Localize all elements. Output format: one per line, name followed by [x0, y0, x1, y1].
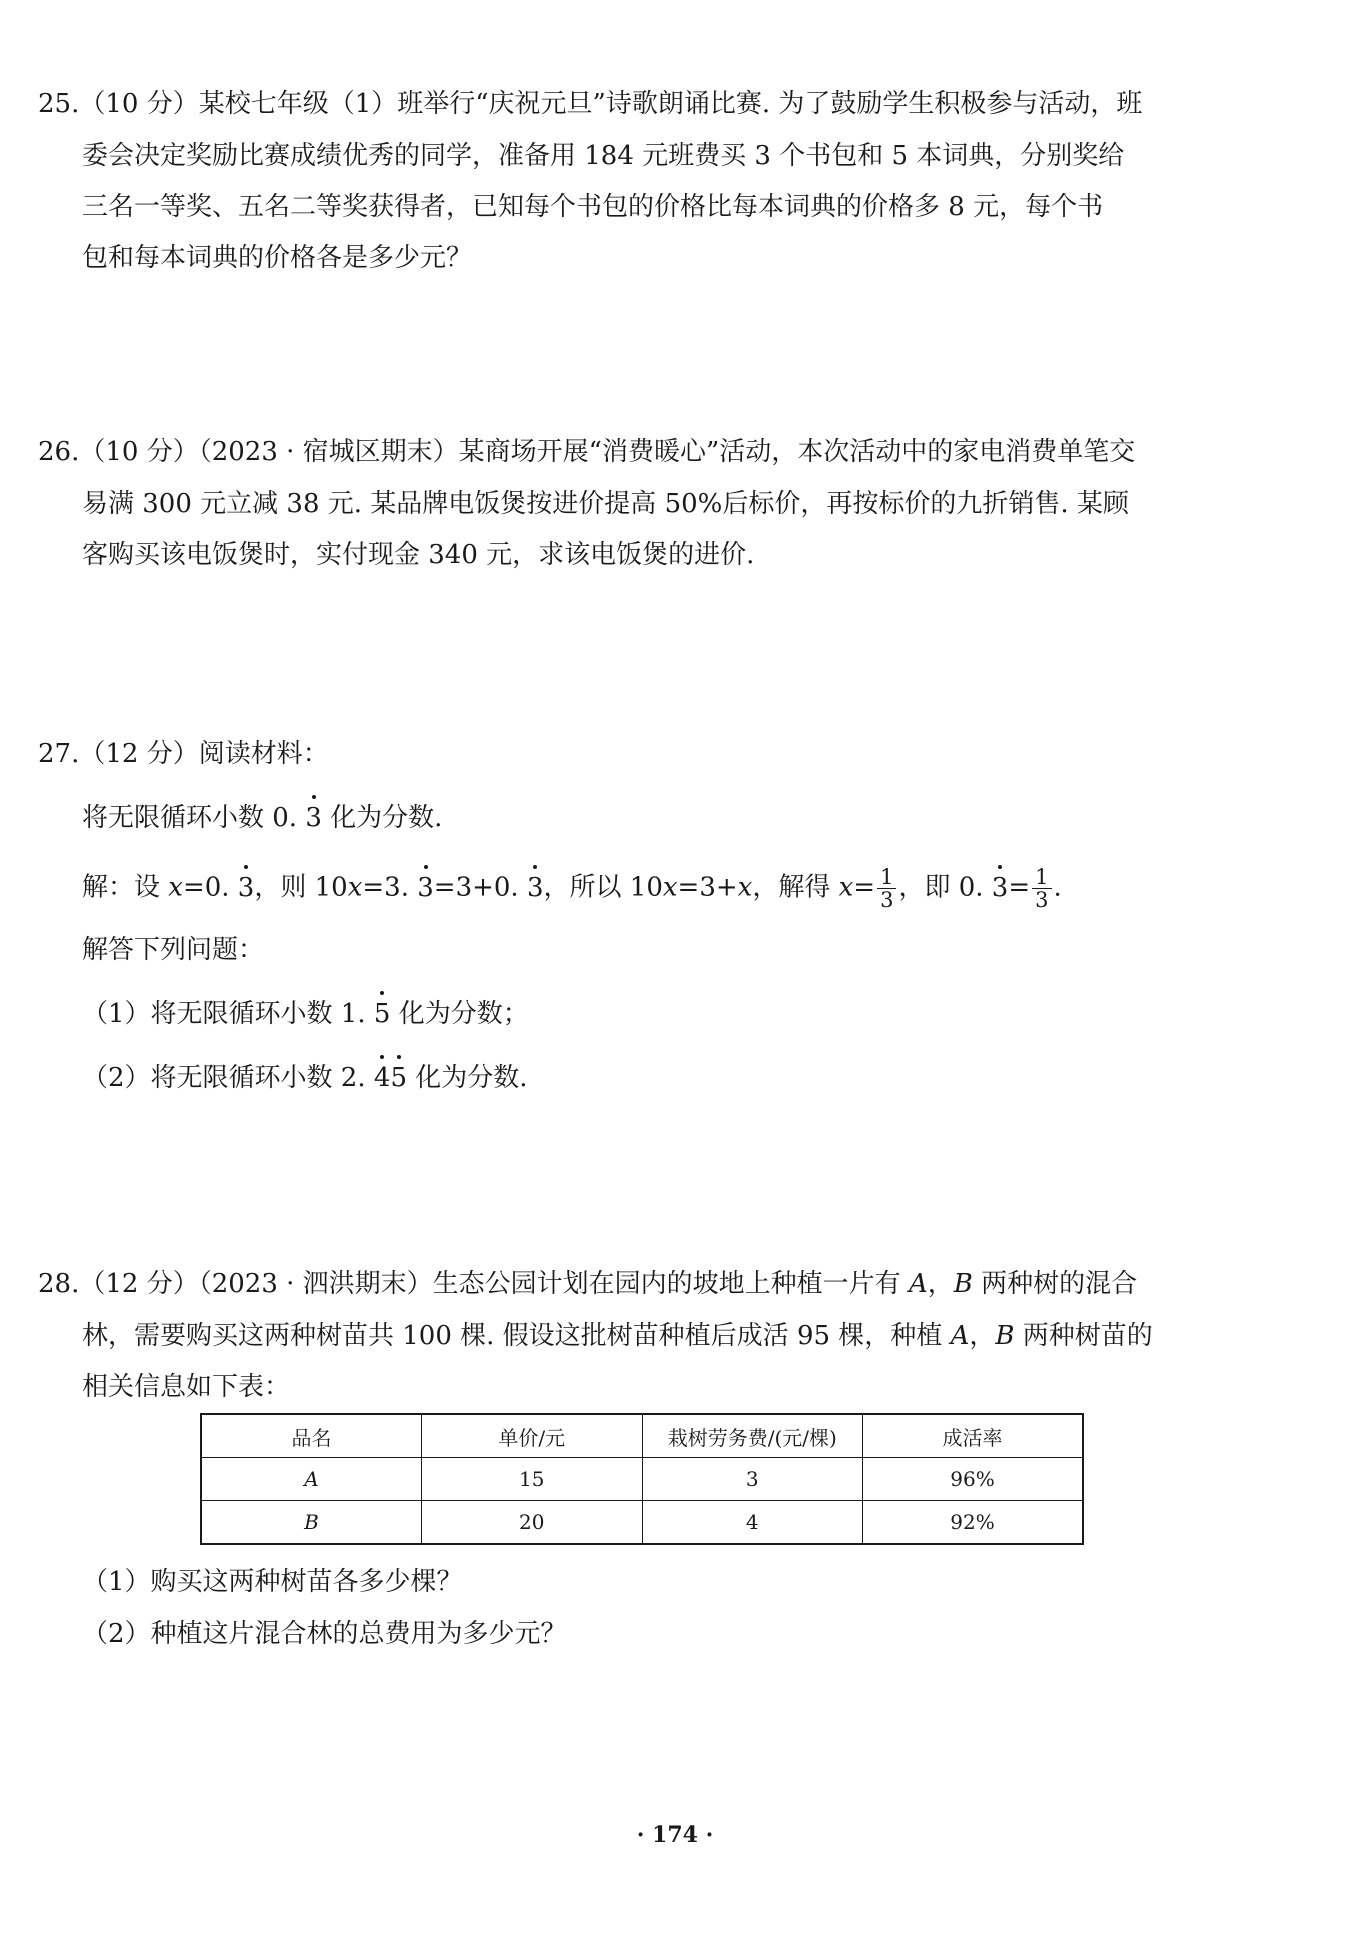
q28-text: ，	[927, 1269, 954, 1299]
var-x: x	[838, 872, 854, 903]
q27-part-2	[82, 1060, 528, 1096]
q25-line-2: 委会决定奖励比赛成绩优秀的同学，准备用 184 元班费买 3 个书包和 5 本词典，分别奖给	[82, 141, 1125, 171]
fraction-numerator: 1	[1032, 866, 1051, 889]
q25-line-4: 包和每本词典的价格各是多少元？	[82, 243, 473, 273]
q28-line-2	[82, 1318, 1153, 1354]
sol-text: ，则 10	[254, 872, 348, 903]
q28-sub-2: （2）种植这片混合林的总费用为多少元？	[82, 1619, 567, 1649]
q28-line-3: 相关信息如下表：	[82, 1372, 291, 1402]
sol-text: ，所以 10	[543, 872, 663, 903]
fraction-one-third	[877, 866, 896, 911]
sol-text: =0.	[182, 872, 238, 903]
table-header: 单价/元	[422, 1414, 643, 1458]
var-a: A	[908, 1269, 928, 1299]
q28-text: 林，需要购买这两种树苗共 100 棵. 假设这批树苗种植后成活 95 棵，种植	[82, 1321, 951, 1351]
q25-line-1: 25.（10 分）某校七年级（1）班举行“庆祝元旦”诗歌朗诵比赛. 为了鼓励学生积极参与活动，班	[38, 89, 1143, 119]
sol-text: =3.	[362, 872, 418, 903]
q27-task	[82, 800, 442, 836]
fraction-one-third	[1032, 866, 1051, 911]
recurring-digit: 4	[374, 1060, 391, 1096]
table-header: 栽树劳务费/(元/棵)	[642, 1414, 863, 1458]
q27-prompt: 解答下列问题：	[82, 935, 265, 965]
fraction-denominator: 3	[1035, 888, 1049, 912]
q26-line-3: 客购买该电饭煲时，实付现金 340 元，求该电饭煲的进价.	[82, 540, 755, 570]
q25-line-3: 三名一等奖、五名二等奖获得者，已知每个书包的价格比每本词典的价格多 8 元，每个书	[82, 192, 1104, 222]
table-cell: 92%	[863, 1501, 1084, 1545]
table-header-row	[201, 1414, 1083, 1458]
var-b: B	[995, 1321, 1015, 1351]
table-cell: 4	[642, 1501, 863, 1545]
recurring-digit: 3	[305, 800, 322, 836]
q27-title: 27.（12 分）阅读材料：	[38, 739, 329, 769]
table-header: 品名	[201, 1414, 422, 1458]
sol-text: ，解得	[752, 872, 839, 903]
table-header: 成活率	[863, 1414, 1084, 1458]
tree-info-table	[200, 1413, 1084, 1545]
q27-solution	[82, 866, 1062, 911]
var-x: x	[662, 872, 678, 903]
q27-task-pre: 将无限循环小数 0.	[82, 803, 306, 833]
page-number: · 174 ·	[636, 1822, 714, 1848]
table-cell: 20	[422, 1501, 643, 1545]
table-cell: B	[201, 1501, 422, 1545]
var-x: x	[347, 872, 363, 903]
sol-text: =	[853, 872, 876, 903]
sol-text: .	[1053, 872, 1062, 903]
fraction-numerator: 1	[877, 866, 896, 889]
recurring-digit: 3	[417, 870, 434, 906]
fraction-denominator: 3	[880, 888, 894, 912]
recurring-digit: 5	[390, 1060, 407, 1096]
table-cell: A	[201, 1458, 422, 1501]
part-text: 化为分数；	[390, 999, 529, 1029]
recurring-digit: 3	[992, 870, 1009, 906]
q28-text: 两种树苗的	[1014, 1321, 1153, 1351]
var-x: x	[737, 872, 753, 903]
sol-text: =3+0.	[433, 872, 527, 903]
table-row	[201, 1458, 1083, 1501]
table-cell: 15	[422, 1458, 643, 1501]
var-b: B	[953, 1269, 973, 1299]
table-cell: 96%	[863, 1458, 1084, 1501]
recurring-digit: 5	[374, 996, 391, 1032]
q28-sub-1: （1）购买这两种树苗各多少棵？	[82, 1567, 463, 1597]
q28-line-1	[38, 1266, 1137, 1302]
recurring-digit: 3	[527, 870, 544, 906]
sol-text: =	[1008, 872, 1031, 903]
q28-text: ，	[969, 1321, 996, 1351]
part-text: 化为分数.	[406, 1063, 528, 1093]
sol-text: 解：设	[82, 872, 169, 903]
q28-text: 28.（12 分）（2023 · 泗洪期末）生态公园计划在园内的坡地上种植一片有	[38, 1269, 909, 1299]
q27-part-1	[82, 996, 529, 1032]
var-x: x	[168, 872, 183, 903]
q26-line-2: 易满 300 元立减 38 元. 某品牌电饭煲按进价提高 50%后标价，再按标价的九折销售. 某顾	[82, 489, 1129, 519]
var-a: A	[950, 1321, 970, 1351]
q26-line-1: 26.（10 分）（2023 · 宿城区期末）某商场开展“消费暖心”活动，本次活动中的家电消费单笔交	[38, 437, 1136, 467]
table-row	[201, 1501, 1083, 1545]
sol-text: =3+	[677, 872, 738, 903]
recurring-digit: 3	[238, 870, 255, 906]
q28-text: 两种树的混合	[972, 1269, 1138, 1299]
part-text: （2）将无限循环小数 2.	[82, 1063, 374, 1093]
table-cell: 3	[642, 1458, 863, 1501]
q27-task-post: 化为分数.	[321, 803, 443, 833]
sol-text: ，即 0.	[898, 872, 992, 903]
part-text: （1）将无限循环小数 1.	[82, 999, 374, 1029]
